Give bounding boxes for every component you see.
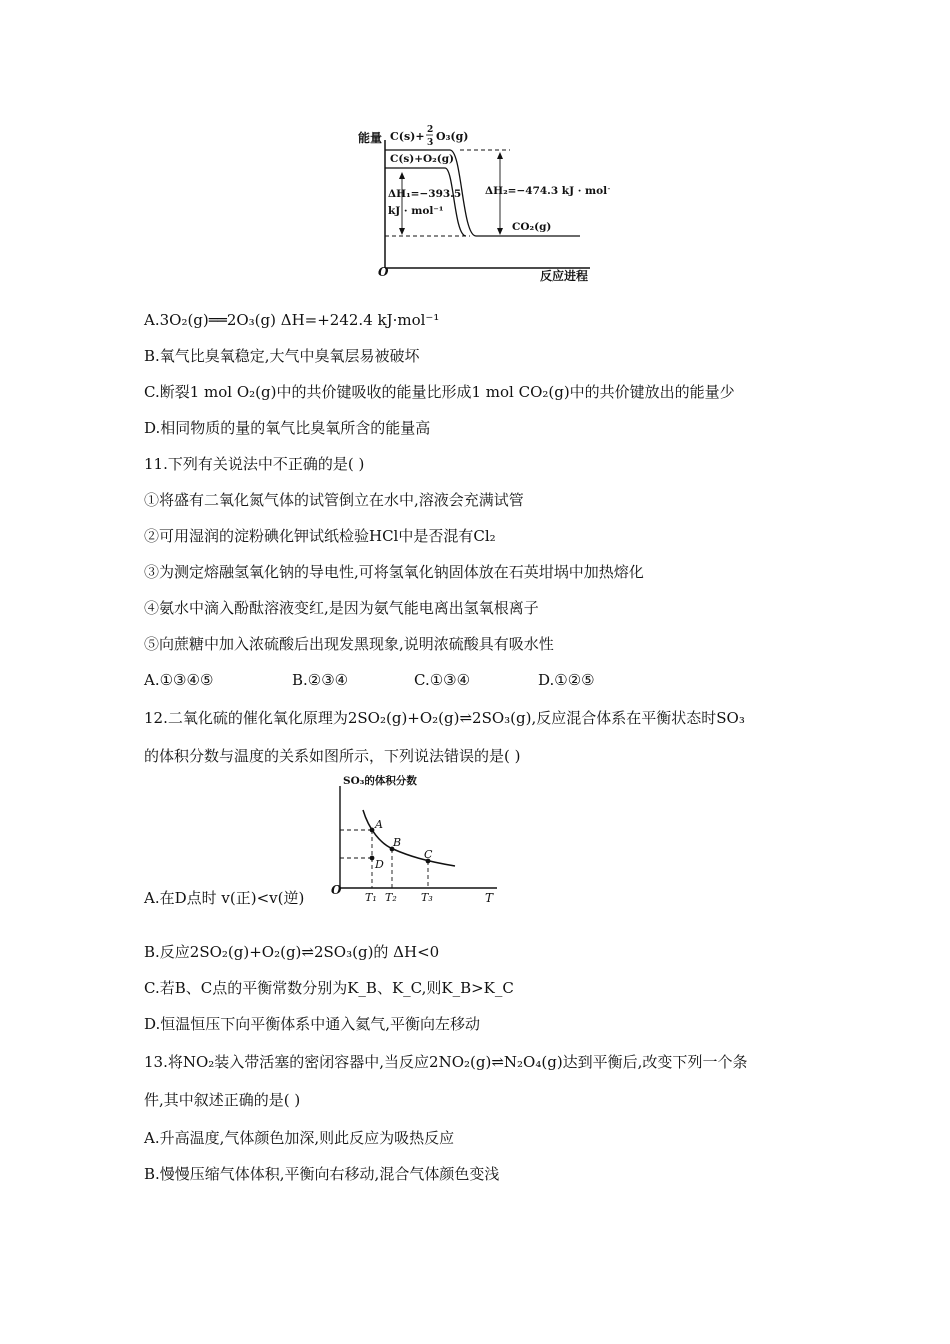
q11-option-a: A.①③④⑤ [144,671,214,689]
q12-option-d: D.恒温恒压下向平衡体系中通入氦气,平衡向左移动 [144,1015,481,1033]
so3-chart [325,772,510,904]
point-a-label: A [375,818,383,831]
q12-stem-line-2: 的体积分数与温度的关系如图所示，下列说法错误的是( ) [144,747,521,765]
q11-item-5: ⑤向蔗糖中加入浓硫酸后出现发黑现象,说明浓硫酸具有吸水性 [144,635,554,653]
q12-stem-line-1: 12.二氧化硫的催化氧化原理为2SO₂(g)+O₂(g)⇌2SO₃(g),反应混合体系在平衡状态时SO₃ [144,709,745,727]
q11-option-c: C.①③④ [414,671,471,689]
q12-option-c: C.若B、C点的平衡常数分别为K_B、K_C,则K_B>K_C [144,979,514,997]
q10-option-b: B.氧气比臭氧稳定,大气中臭氧层易被破坏 [144,347,420,365]
dh2-label: ΔH₂=−474.3 kJ · mol⁻¹ [485,185,610,197]
dh1-label: ΔH₁=−393.5 [388,188,462,200]
chart-y-label: SO₃的体积分数 [343,775,417,787]
q13-stem-line-1: 13.将NO₂装入带活塞的密闭容器中,当反应2NO₂(g)⇌N₂O₄(g)达到平衡后,改变下列一个条 [144,1053,748,1071]
oxygen-curve [385,168,466,236]
q11-option-b: B.②③④ [292,671,349,689]
q11-option-d: D.①②⑤ [538,671,595,689]
mid-level-label: C(s)+O₂(g) [390,153,455,165]
energy-diagram [350,118,610,288]
chart-origin: O [331,883,342,897]
dh1-unit: kJ · mol⁻¹ [388,205,444,217]
q11-options [144,670,595,690]
point-a [370,828,375,833]
q11-item-2: ②可用湿润的淀粉碘化钾试纸检验HCl中是否混有Cl₂ [144,527,496,545]
point-b-label: B [393,836,402,849]
q13-stem-line-2: 件,其中叙述正确的是( ) [144,1091,301,1109]
x-axis-label: 反应进程 [540,269,589,283]
origin-label: O [378,265,389,279]
q11-item-1: ①将盛有二氧化氮气体的试管倒立在水中,溶液会充满试管 [144,491,524,509]
chart-x-label: T [485,891,494,904]
q11-item-4: ④氨水中滴入酚酞溶液变红,是因为氨气能电离出氢氧根离子 [144,599,539,617]
tick-t3: T₃ [421,891,433,904]
q10-option-c: C.断裂1 mol O₂(g)中的共价键吸收的能量比形成1 mol CO₂(g)中的共价键放出的能量少 [144,383,735,401]
q11-stem: 11.下列有关说法中不正确的是( ) [144,455,365,473]
q13-option-b: B.慢慢压缩气体体积,平衡向右移动,混合气体颜色变浅 [144,1165,500,1183]
point-c-label: C [424,848,433,861]
q13-option-a: A.升高温度,气体颜色加深,则此反应为吸热反应 [144,1129,455,1147]
svg-text:2: 2 [427,125,434,135]
q11-item-3: ③为测定熔融氢氧化钠的导电性,可将氢氧化钠固体放在石英坩埚中加热熔化 [144,563,644,581]
point-d-label: D [375,858,384,871]
q12-option-b: B.反应2SO₂(g)+O₂(g)⇌2SO₃(g)的 ΔH<0 [144,943,440,961]
point-d [370,856,375,861]
q12-option-a: A.在D点时 v(正)<v(逆) [144,889,305,907]
y-axis-label: 能量 [358,131,383,145]
q10-option-a: A.3O₂(g)══2O₃(g) ΔH=+242.4 kJ·mol⁻¹ [144,311,440,329]
svg-text:O₃(g): O₃(g) [436,130,469,143]
tick-t1: T₁ [365,891,377,904]
tick-t2: T₂ [385,891,397,904]
q10-option-d: D.相同物质的量的氧气比臭氧所含的能量高 [144,419,431,437]
bottom-level-label: CO₂(g) [512,221,552,233]
top-level-label: C(s)+ [390,130,425,143]
svg-text:3: 3 [427,138,434,148]
